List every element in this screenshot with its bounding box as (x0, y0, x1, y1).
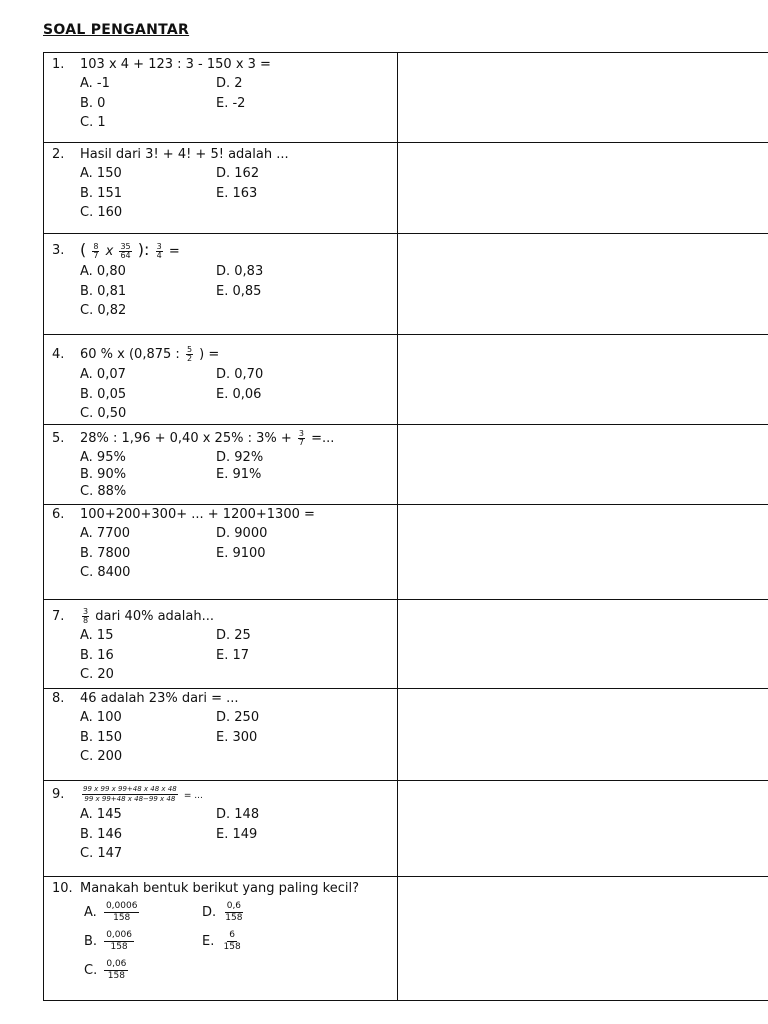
option-e: E. 9100 (216, 545, 266, 561)
question-expression: 28% : 1,96 + 0,40 x 25% : 3% + $\frac{3}{7}$ =... (80, 428, 335, 447)
fraction: $\frac{99 x 99 x 99+48 x 48 x 48}{99 x 99+48 x 48-99 x 48}$ (83, 784, 177, 803)
question-row-8 (44, 689, 768, 781)
page-title: SOAL PENGANTAR (43, 22, 190, 38)
option-d: D. 0,83 (216, 264, 264, 280)
equals-sign: = (168, 244, 180, 259)
option-e: E. $\frac{6}{158}$ (202, 930, 241, 952)
question-row-5 (44, 425, 768, 505)
option-e: E. 163 (216, 185, 258, 201)
column-divider (397, 52, 398, 1000)
option-c: C. 160 (80, 205, 123, 221)
option-b: B. 0,05 (80, 386, 127, 402)
question-expression: $\frac{3}{8}$ dari 40% adalah... (83, 606, 214, 625)
question-text: 103 x 4 + 123 : 3 - 150 x 3 = (80, 57, 271, 72)
option-a: A. -1 (80, 76, 110, 92)
option-c: C. 20 (80, 667, 114, 683)
question-text: 46 adalah 23% dari = ... (80, 691, 239, 706)
option-a: A. 145 (80, 807, 122, 823)
option-b: B. 16 (80, 647, 114, 663)
question-expression: 60 % x (0,875 : $\frac{5}{2}$ ) = (80, 344, 220, 363)
question-number: 6. (52, 507, 65, 522)
option-d: D. 162 (216, 166, 260, 182)
question-number: 9. (52, 786, 65, 802)
option-d: D. 0,70 (216, 367, 264, 383)
option-b: B. 150 (80, 729, 122, 745)
question-row-10 (44, 877, 768, 1001)
paren-open: ( (80, 240, 87, 259)
option-a: A. $\frac{0,0006}{158}$ (84, 901, 138, 923)
option-b: B. 7800 (80, 545, 131, 561)
option-c: C. 1 (80, 115, 106, 131)
option-e: E. 17 (216, 647, 250, 663)
question-row-3 (44, 234, 768, 335)
question-number: 2. (52, 147, 65, 162)
option-d: D. 2 (216, 76, 243, 92)
option-c: C. 147 (80, 846, 123, 862)
option-d: D. 148 (216, 807, 260, 823)
option-c: C. 88% (80, 484, 127, 499)
fraction: $\frac{8}{7}$ (93, 242, 99, 260)
question-number: 3. (52, 242, 65, 258)
option-a: A. 100 (80, 710, 122, 726)
question-row-9 (44, 781, 768, 877)
option-b: B. 0,81 (80, 283, 127, 299)
question-row-4 (44, 335, 768, 425)
paren-close: ): (137, 240, 150, 259)
option-c: C. 8400 (80, 565, 131, 581)
question-text: Hasil dari 3! + 4! + 5! adalah ... (80, 147, 289, 162)
question-number: 5. (52, 430, 65, 446)
question-row-6 (44, 505, 768, 600)
option-b: B. 151 (80, 185, 122, 201)
option-e: E. -2 (216, 95, 246, 111)
option-d: D. 25 (216, 628, 251, 644)
option-e: E. 0,06 (216, 386, 262, 402)
option-e: E. 91% (216, 467, 262, 482)
option-a: A. 15 (80, 628, 114, 644)
option-b: B. $\frac{0,006}{158}$ (84, 930, 132, 952)
question-number: 4. (52, 346, 65, 362)
question-expression: $\frac{99 x 99 x 99+48 x 48 x 48}{99 x 99+48 x 48-99 x 48}$ = ... (83, 784, 203, 803)
fraction: $\frac{3}{4}$ (156, 242, 162, 260)
question-text: Manakah bentuk berikut yang paling kecil? (80, 881, 359, 896)
option-a: A. 150 (80, 166, 122, 182)
option-d: D. 9000 (216, 526, 268, 542)
times-sign: x (105, 244, 114, 259)
question-row-1 (44, 53, 768, 143)
option-c: C. 0,50 (80, 406, 127, 422)
option-a: A. 0,07 (80, 367, 126, 383)
fraction: $\frac{35}{64}$ (120, 242, 131, 260)
fraction: $\frac{5}{2}$ (186, 344, 193, 363)
option-b: B. 0 (80, 95, 106, 111)
question-number: 8. (52, 691, 65, 706)
question-row-7 (44, 600, 768, 689)
option-a: A. 0,80 (80, 264, 126, 280)
option-c: C. $\frac{0,06}{158}$ (84, 959, 127, 981)
option-c: C. 0,82 (80, 303, 127, 319)
option-d: D. 92% (216, 450, 264, 465)
option-d: D. 250 (216, 710, 260, 726)
question-number: 7. (52, 608, 65, 624)
question-text: 100+200+300+ ... + 1200+1300 = (80, 507, 315, 522)
fraction: $\frac{3}{7}$ (298, 428, 304, 447)
option-e: E. 149 (216, 826, 258, 842)
option-b: B. 146 (80, 826, 122, 842)
option-a: A. 95% (80, 450, 126, 465)
option-e: E. 300 (216, 729, 258, 745)
question-expression (80, 240, 180, 260)
option-c: C. 200 (80, 749, 123, 765)
option-d: D. $\frac{0,6}{158}$ (202, 901, 243, 923)
question-row-2 (44, 143, 768, 234)
question-number: 1. (52, 57, 65, 72)
option-e: E. 0,85 (216, 283, 262, 299)
option-b: B. 90% (80, 467, 127, 482)
question-number: 10. (52, 881, 73, 896)
fraction: $\frac{3}{8}$ (83, 606, 89, 625)
option-a: A. 7700 (80, 526, 131, 542)
question-table (43, 52, 768, 1001)
